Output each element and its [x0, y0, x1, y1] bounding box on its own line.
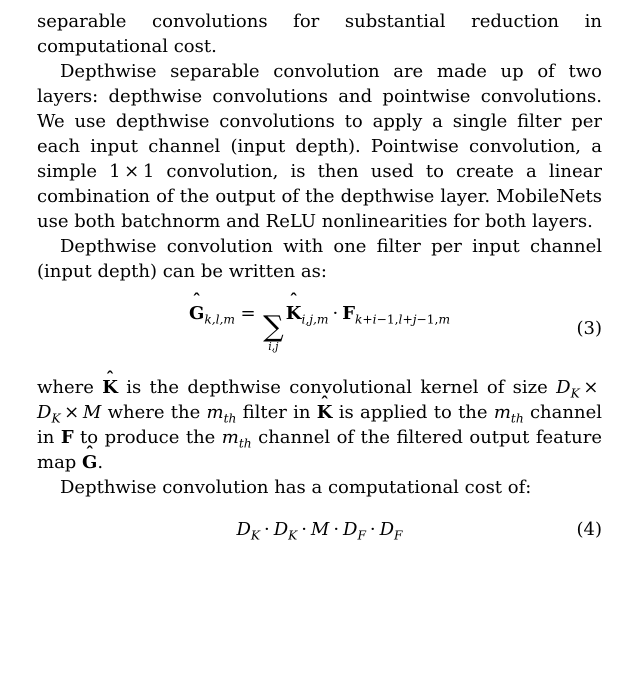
equation-4-number: (4) [576, 519, 602, 541]
paragraph-depthwise-definition-intro: Depthwise convolution with one filter per input channel (input depth) can be written as: [37, 236, 602, 282]
equation-3 [37, 304, 602, 353]
equation-4 [37, 519, 602, 543]
paragraph-kernel-explanation: where K ˆ is the depthwise convolutional kernel of size $D_K \times D_K \times M$ where the $m_{th}$ filter in K ˆ is applied to the $m_{th}$ channel in F to produce the $m_{th}$ channel of the filtered output feature map G ˆ. [37, 375, 602, 475]
paragraph-continuation: separable convolutions for substantial reduction in computational cost. [37, 11, 602, 57]
paragraph-depthwise-separable-overview: Depthwise separable convolution are made up of two layers: depthwise convolutions and pointwise convolutions. We use depthwise convolutions to apply a single filter per each input channel (input depth). Pointwise convolution, a simple 1 × 1 convolution, is then used to create a linear combination of the output of the depthwise layer. MobileNets use both batchnorm and ReLU nonlinearities for both layers. [37, 61, 602, 232]
equation-4-formula: $D_K \cdot D_K \cdot M \cdot D_F \cdot D_F$ [236, 519, 403, 543]
paragraph-computational-cost-intro: Depthwise convolution has a computational cost of: [60, 477, 532, 499]
equation-3-formula: G ˆ$_{k,l,m}$ = ∑ i,j K ˆ$_{i,j,m}$ · $F_{k+i-1,l+j-1,m}$ [189, 304, 450, 353]
equation-3-number: (3) [576, 317, 602, 339]
